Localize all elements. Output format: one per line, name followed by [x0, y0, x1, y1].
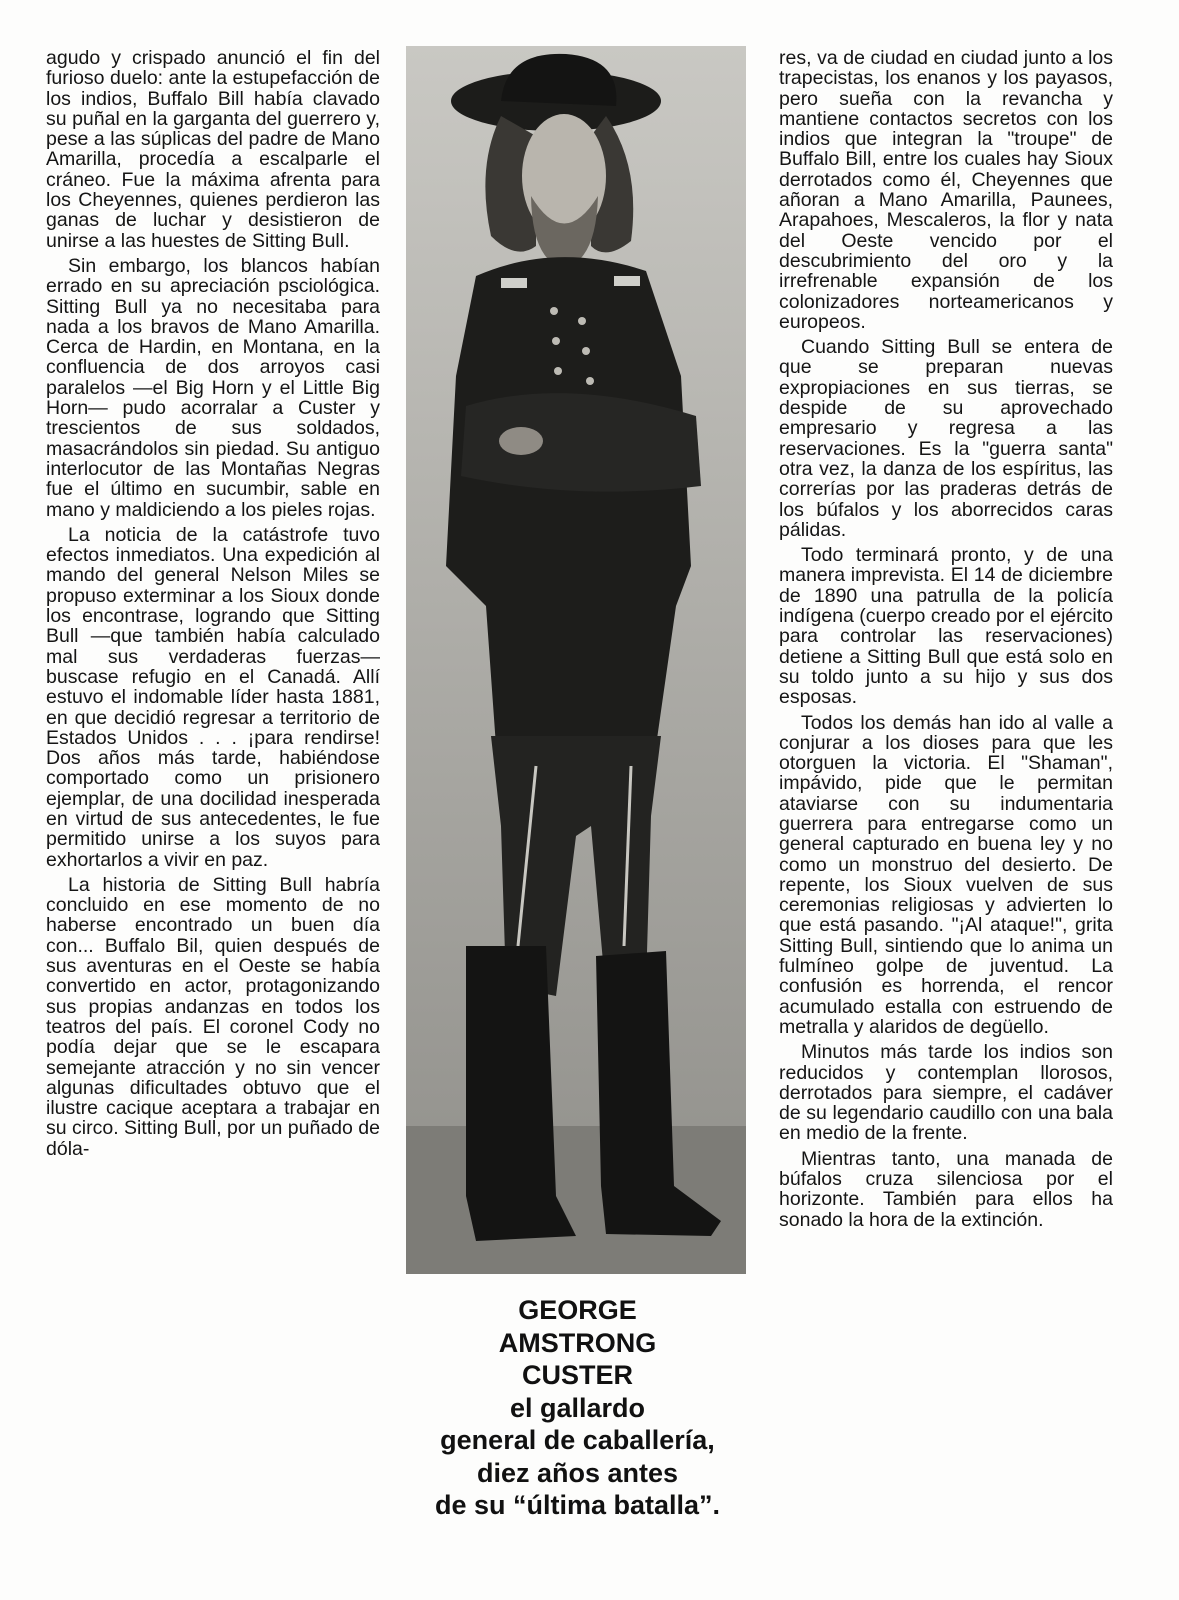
caption-line-1: GEORGE: [518, 1295, 637, 1325]
custer-portrait-photo: [406, 46, 746, 1274]
photo-caption: [400, 1294, 755, 1522]
right-paragraph-4: Todos los demás han ido al valle a conjurar a los dioses para que les otorguen la victoria. El "Shaman", impávido, pide que le permitan ataviarse con su indumentaria guerrera para entregarse como un general capturado en buena ley y no como un monstruo del desierto. De repente, los Sioux vuelven de sus ceremonias religiosas y advierten lo que está pasando. "¡Al ataque!", grita Sitting Bull, sintiendo que lo anima un fulmíneo golpe de juventud. La confusión es horrenda, el rencor acumulado estalla con estruendo de metralla y alaridos de degüello.: [779, 711, 1113, 1038]
collar-insignia-left: [501, 278, 527, 288]
right-text-column: [779, 48, 1113, 1230]
caption-line-5: general de caballería,: [440, 1425, 715, 1455]
caption-line-2: AMSTRONG: [498, 1327, 657, 1358]
crossed-arms: [461, 393, 701, 491]
hand: [499, 427, 543, 455]
portrait-illustration: [406, 46, 746, 1274]
right-paragraph-1: res, va de ciudad en ciudad junto a los trapecistas, los enanos y los payasos, pero sueña con la revancha y mantiene contactos secretos con los indios que integran la "troupe" de Buffalo Bill, entre los cuales hay Sioux derrotados como él, Cheyennes que añoran a Mano Amarilla, Paunees, Arapahoes, Mescaleros, la flor y nata del Oeste vencido por el descubrimiento del oro y la irrefrenable expansión de los colonizadores norteamericanos y europeos.: [779, 47, 1113, 333]
right-paragraph-6: Mientras tanto, una manada de búfalos cruza silenciosa por el horizonte. También para ellos ha sonado la hora de la extinción.: [779, 1147, 1113, 1231]
left-paragraph-1: agudo y crispado anunció el fin del furioso duelo: ante la estupefacción de los indios, Buffalo Bill había clavado su puñal en la garganta del guerrero y, pese a las súplicas del padre de Mano Amarilla, procedía a escalparle el cráneo. Fue la máxima afrenta para los Cheyennes, quienes perdieron las ganas de luchar y desistieron de unirse a las huestes de Sitting Bull.: [46, 47, 380, 252]
left-paragraph-3: La noticia de la catástrofe tuvo efectos inmediatos. Una expedición al mando del general Nelson Miles se propuso exterminar a los Sioux donde los encontrase, logrando que Sitting Bull —que también había calculado mal sus verdaderas fuerzas— buscase refugio en el Canadá. Allí estuvo el indomable líder hasta 1881, en que decidió regresar a territorio de Estados Unidos . . . ¡para rendirse! Dos años más tarde, habiéndose comportado como un prisionero ejemplar, de una docilidad inesperada en virtud de sus antecedentes, le fue permitido unirse a los suyos para exhortarlos a vivir en paz.: [46, 523, 380, 871]
left-paragraph-4: La historia de Sitting Bull habría concluido en ese momento de no haberse encontrado un buen día con... Buffalo Bil, quien después de sus aventuras en el Oeste se había convertido en actor, protagonizando sus propias andanzas en todos los teatros del país. El coronel Cody no podía dejar que se le escapara semejante atracción y no sin vencer algunas dificultades obtuvo que el ilustre cacique aceptara a trabajar en su circo. Sitting Bull, por un puñado de dóla-: [46, 873, 380, 1160]
right-paragraph-2: Cuando Sitting Bull se entera de que se preparan nuevas expropiaciones en sus tierras, se despide de su aprovechado empresario y regresa a las reservaciones. Es la "guerra santa" otra vez, la danza de los espíritus, las correrías por las praderas detrás de los búfalos y los aborrecidos caras pálidas.: [779, 336, 1113, 541]
floor: [406, 1126, 746, 1274]
caption-line-4: el gallardo: [509, 1392, 646, 1423]
left-paragraph-2: Sin embargo, los blancos habían errado en su apreciación psciológica. Sitting Bull ya no necesitaba para nada a los bravos de Mano Amarilla. Cerca de Hardin, en Montana, en la confluencia de dos arroyos casi paralelos —el Big Horn y el Little Big Horn— pudo acorralar a Custer y trescientos de sus soldados, masacrándolos sin piedad. Su antiguo interlocutor de las Montañas Negras fue el último en sucumbir, sable en mano y maldiciendo a los pieles rojas.: [46, 254, 380, 521]
collar-insignia-right: [614, 276, 640, 286]
right-paragraph-3: Todo terminará pronto, y de una manera imprevista. El 14 de diciembre de 1890 una patrulla de la policía indígena (cuerpo creado por el ejército para controlar las reservaciones) detiene a Sitting Bull que está solo en su toldo junto a su hijo y sus dos esposas.: [779, 544, 1113, 709]
left-text-column: [46, 48, 380, 1159]
right-paragraph-5: Minutos más tarde los indios son reducidos y contemplan llorosos, derrotados para siempre, el cadáver de su legendario caudillo con una bala en medio de la frente.: [779, 1041, 1113, 1145]
caption-line-3: CUSTER: [521, 1360, 633, 1390]
caption-line-6: diez años antes: [476, 1457, 679, 1488]
caption-line-7: de su “última batalla”.: [434, 1490, 721, 1520]
